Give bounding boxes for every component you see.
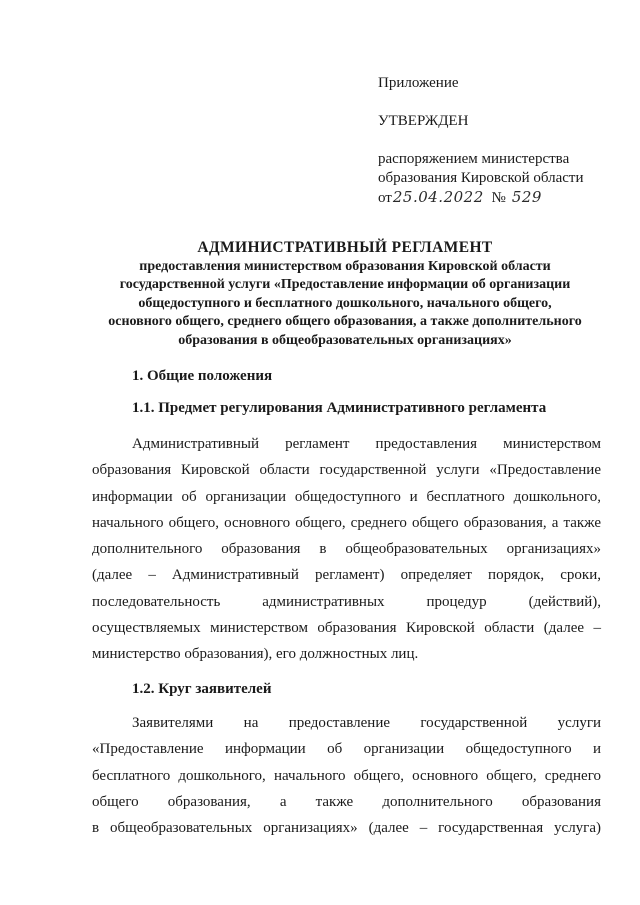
document-title: АДМИНИСТРАТИВНЫЙ РЕГЛАМЕНТ: [197, 239, 493, 256]
document-title-block: [80, 238, 610, 350]
document-subtitle: [80, 258, 610, 350]
paragraph-line: общего образования, а также дополнительного образования: [92, 793, 601, 810]
order-line-2: образования Кировской области: [378, 170, 584, 186]
paragraph-line: Административный регламент предоставления министерством: [132, 436, 601, 452]
handwritten-order-date: 25.04.2022: [392, 188, 484, 206]
handwritten-order-number: 529: [511, 188, 542, 206]
subtitle-line: образования в общеобразовательных организациях»: [178, 332, 512, 348]
subtitle-line: предоставления министерством образования Кировской области: [139, 259, 551, 274]
paragraph-line: бесплатного дошкольного, начального общего, основного общего, среднего: [92, 767, 601, 784]
paragraph-line: дополнительного образования в общеобразовательных организациях»: [92, 541, 601, 558]
approved-label: УТВЕРЖДЕН: [378, 113, 469, 129]
paragraph-line: образования Кировской области государственной услуги «Предоставление: [92, 462, 601, 479]
section-heading-subject: 1.1. Предмет регулирования Административного регламента: [132, 400, 547, 416]
subtitle-line: государственной услуги «Предоставление информации об организации: [119, 277, 571, 293]
section-heading-applicants: 1.2. Круг заявителей: [132, 681, 272, 697]
paragraph-line: Заявителями на предоставление государственной услуги: [132, 715, 601, 731]
order-line-3: [378, 188, 623, 208]
approval-order: [378, 150, 623, 208]
paragraph-applicants: [92, 710, 601, 841]
subtitle-line: общедоступного и бесплатного дошкольного, начального общего,: [138, 295, 552, 311]
paragraph-subject: [92, 431, 601, 668]
paragraph-line: министерство образования), его должностных лиц.: [92, 646, 419, 663]
paragraph-line: информации об организации общедоступного и бесплатного дошкольного,: [92, 488, 601, 505]
section-heading-general: 1. Общие положения: [132, 368, 273, 384]
paragraph-line: последовательность административных процедур (действий),: [92, 593, 601, 610]
paragraph-line: (далее – Административный регламент) определяет порядок, сроки,: [92, 567, 601, 584]
paragraph-line: «Предоставление информации об организации общедоступного и: [92, 741, 601, 758]
paragraph-line: в общеобразовательных организациях» (далее – государственная услуга): [92, 820, 601, 837]
subtitle-line: основного общего, среднего общего образования, а также дополнительного: [108, 314, 582, 330]
approval-block: [378, 74, 623, 208]
paragraph-line: осуществляемых министерством образования Кировской области (далее –: [92, 620, 601, 637]
appendix-label: Приложение: [378, 75, 459, 91]
number-sign: №: [491, 190, 506, 206]
paragraph-line: начального общего, основного общего, среднего общего образования, а также: [92, 514, 601, 531]
order-date-prefix: от: [378, 190, 392, 206]
order-line-1: распоряжением министерства: [378, 151, 570, 167]
